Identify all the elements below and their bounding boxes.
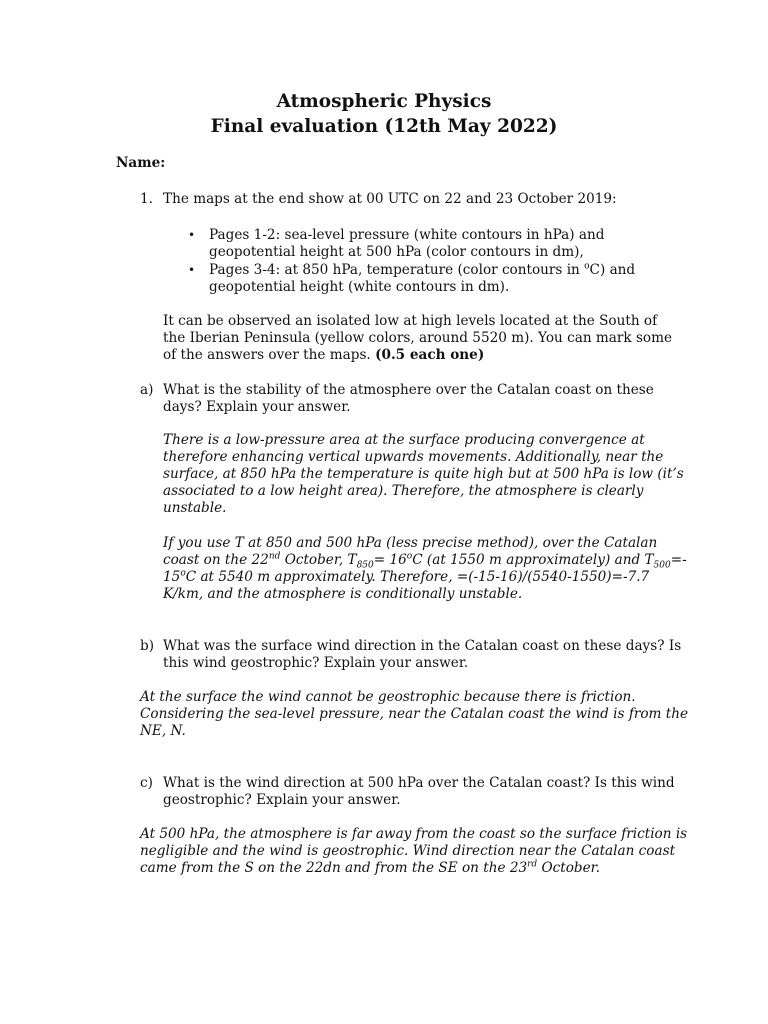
part-c-question-line1: What is the wind direction at 500 hPa over the Catalan coast? Is this wind: [163, 775, 675, 791]
part-a-answer1-line: There is a low-pressure area at the surface producing convergence at: [163, 432, 645, 448]
question1-para-line3: of the answers over the maps. (0.5 each one): [163, 347, 485, 363]
part-b-answer-line: At the surface the wind cannot be geostrophic because there is friction.: [140, 689, 636, 705]
part-a-label: a): [140, 382, 154, 398]
question1-para-line1: It can be observed an isolated low at high levels located at the South of: [163, 313, 658, 329]
points-note: (0.5 each one): [375, 347, 485, 363]
part-b-label: b): [140, 638, 155, 654]
part-a-answer2-line2: coast on the 22nd October, $T_{850}= 16^oC$ (at 1550 m approximately) and $T_{500}=-$: [163, 551, 687, 571]
part-a-answer1-line: surface, at 850 hPa the temperature is quite high but at 500 hPa is low (it’s: [163, 466, 684, 482]
document-subtitle: Final evaluation (12th May 2022): [210, 116, 558, 137]
part-c-answer-line1: At 500 hPa, the atmosphere is far away from the coast so the surface friction is: [140, 826, 688, 842]
part-a-question-line1: What is the stability of the atmosphere over the Catalan coast on these: [163, 382, 654, 398]
part-c-label: c): [140, 775, 153, 791]
part-b-answer-line: NE, N.: [140, 723, 186, 739]
question1-para-line2: the Iberian Peninsula (yellow colors, around 5520 m). You can mark some: [163, 330, 673, 346]
part-b-question-line1: What was the surface wind direction in the Catalan coast on these days? Is: [163, 638, 682, 654]
part-c-question-line2: geostrophic? Explain your answer.: [163, 792, 401, 808]
part-c-answer-line2: negligible and the wind is geostrophic. Wind direction near the Catalan coast: [140, 843, 676, 859]
bullet-icon: •: [188, 263, 196, 277]
part-a-answer2-line4: K/km, and the atmosphere is conditionally unstable.: [163, 586, 523, 602]
part-c-answer-line3: came from the S on the 22dn and from the SE on the 23rd October.: [140, 859, 601, 876]
part-b-question-line2: this wind geostrophic? Explain your answer.: [163, 655, 469, 671]
bullet2-line1: Pages 3-4: at 850 hPa, temperature (color contours in $^o$C) and: [209, 261, 636, 278]
part-a-answer2-line3: 15$^o$C at 5540 m approximately. Therefore, =(-15-16)/(5540-1550)=-7.7: [163, 568, 650, 585]
part-a-answer1-line: therefore enhancing vertical upwards movements. Additionally, near the: [163, 449, 664, 465]
document-title: Atmospheric Physics: [276, 91, 492, 112]
question1-text: The maps at the end show at 00 UTC on 22 and 23 October 2019:: [163, 191, 617, 207]
bullet-icon: •: [188, 228, 196, 242]
part-a-answer1-line: unstable.: [163, 500, 227, 516]
part-a-answer1-line: associated to a low height area). Therefore, the atmosphere is clearly: [163, 483, 644, 499]
part-a-answer2-line1: If you use T at 850 and 500 hPa (less precise method), over the Catalan: [163, 535, 658, 551]
name-label: Name:: [116, 155, 166, 171]
bullet2-line2: geopotential height (white contours in dm).: [209, 279, 510, 295]
bullet1-line1: Pages 1-2: sea-level pressure (white contours in hPa) and: [209, 227, 605, 243]
question1-number: 1.: [140, 191, 153, 207]
part-b-answer-line: Considering the sea-level pressure, near the Catalan coast the wind is from the: [140, 706, 689, 722]
part-a-question-line2: days? Explain your answer.: [163, 399, 351, 415]
bullet1-line2: geopotential height at 500 hPa (color contours in dm),: [209, 244, 584, 260]
